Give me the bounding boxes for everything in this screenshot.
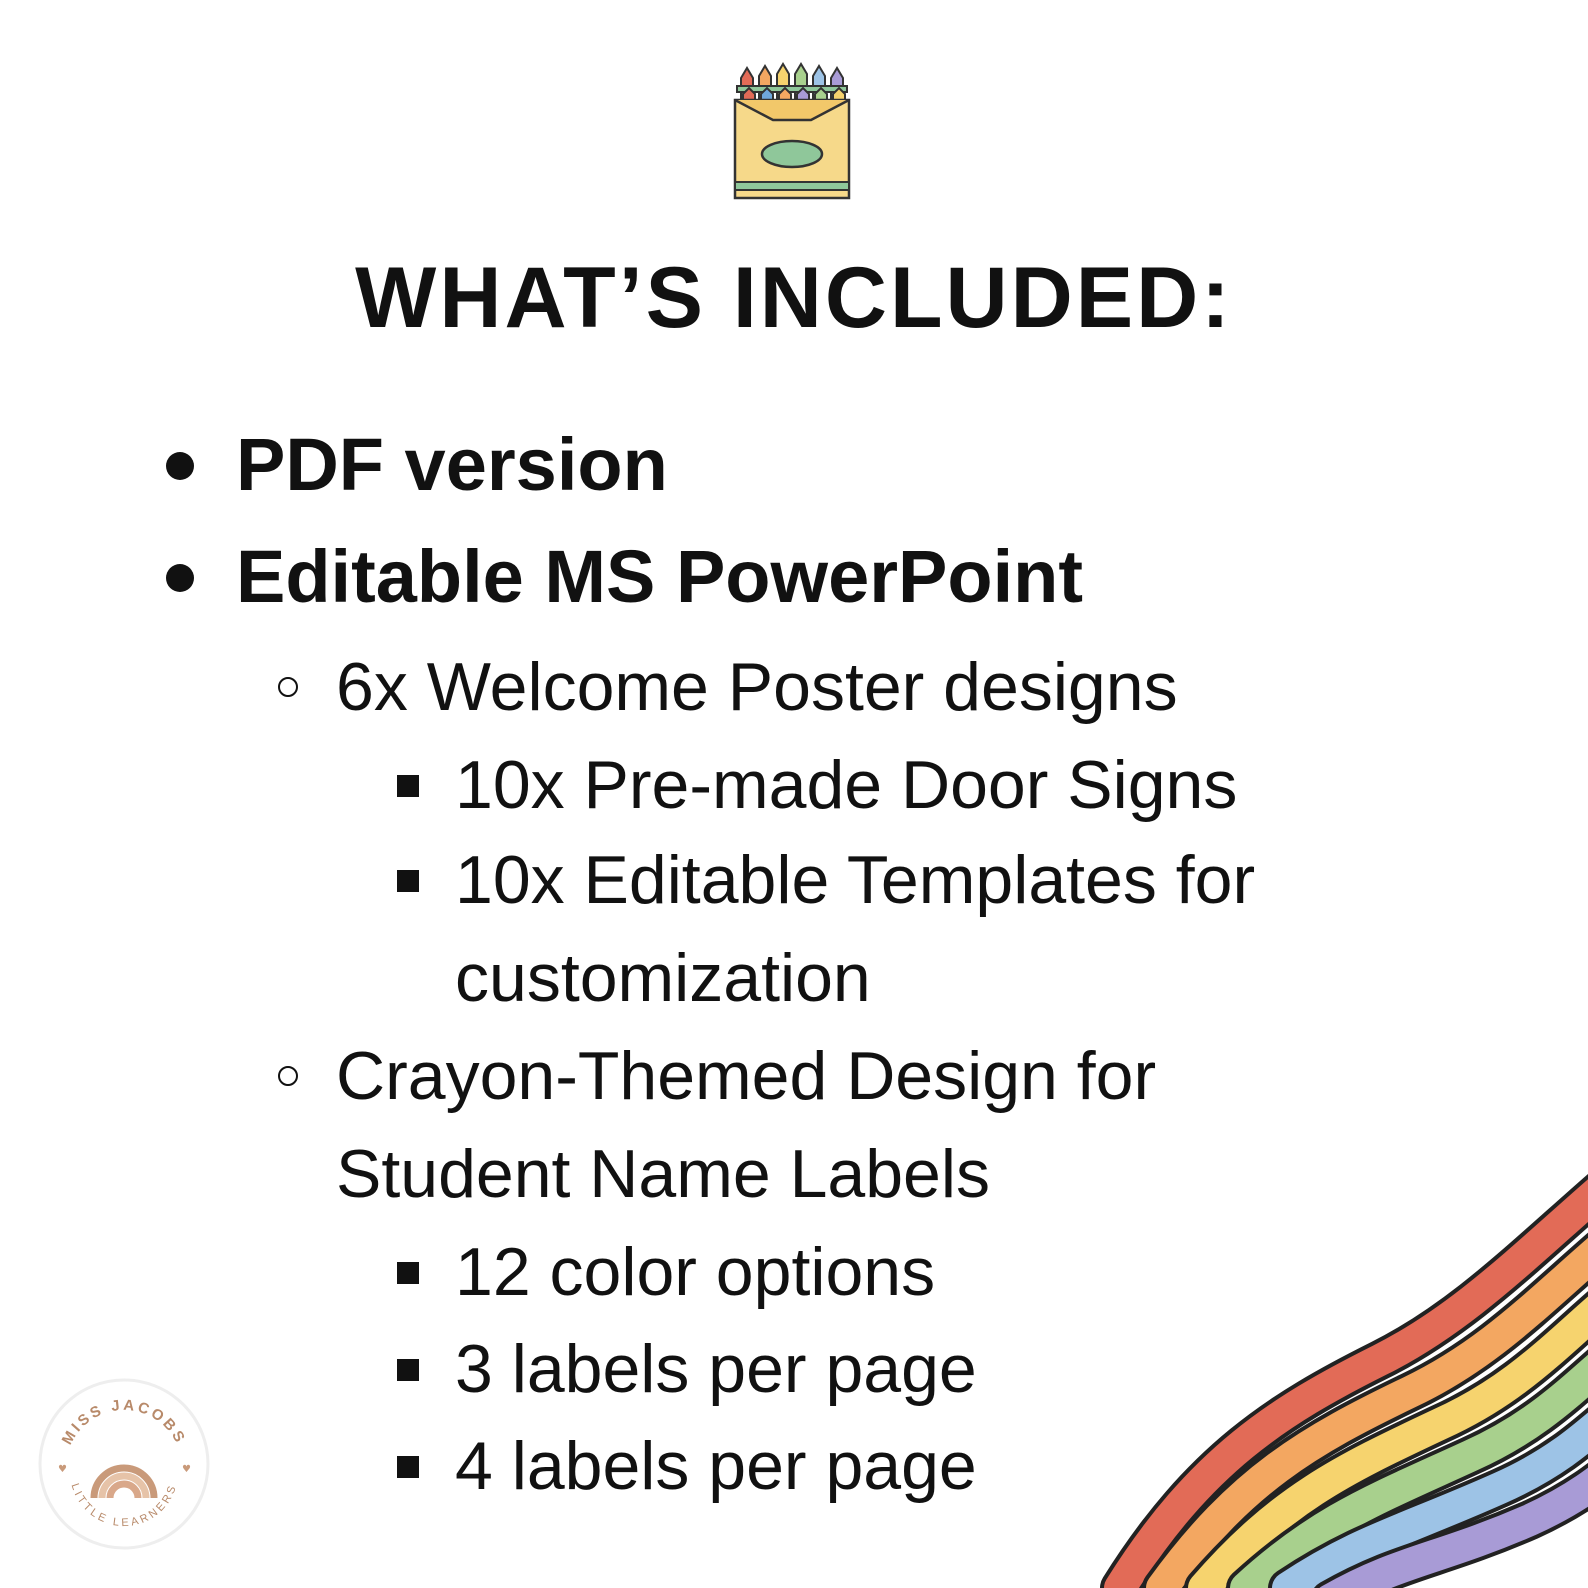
list-item-editable-templates-cont: customization [455,940,871,1016]
bullet-square-icon [397,1456,419,1478]
logo-top-text: MISS JACOBS [58,1396,190,1448]
list-item-powerpoint: Editable MS PowerPoint [236,535,1083,618]
page-title: WHAT’S INCLUDED: [355,250,1233,346]
list-item-4-labels: 4 labels per page [455,1428,977,1504]
list-item-editable-templates: 10x Editable Templates for [455,842,1256,918]
list-item-pdf: PDF version [236,423,668,506]
bullet-square-icon [397,1262,419,1284]
rainbow-wave [1080,1160,1588,1588]
bullet-circle-icon [278,1066,298,1086]
list-item-crayon-design: Crayon-Themed Design for [336,1038,1157,1114]
svg-text:♥: ♥ [182,1464,191,1475]
svg-text:♥: ♥ [58,1464,67,1475]
bullet-disc-icon [166,564,194,592]
bullet-disc-icon [166,452,194,480]
list-item-welcome-posters: 6x Welcome Poster designs [336,649,1178,725]
bullet-square-icon [397,775,419,797]
logo-bottom-text: LITTLE LEARNERS [68,1481,180,1530]
bullet-square-icon [397,870,419,892]
bullet-circle-icon [278,677,298,697]
list-item-premade-door-signs: 10x Pre-made Door Signs [455,747,1238,823]
bullet-square-icon [397,1359,419,1381]
list-item-color-options: 12 color options [455,1234,936,1310]
list-item-3-labels: 3 labels per page [455,1331,977,1407]
logo-badge [36,1376,212,1552]
list-item-crayon-design-cont: Student Name Labels [336,1136,990,1212]
